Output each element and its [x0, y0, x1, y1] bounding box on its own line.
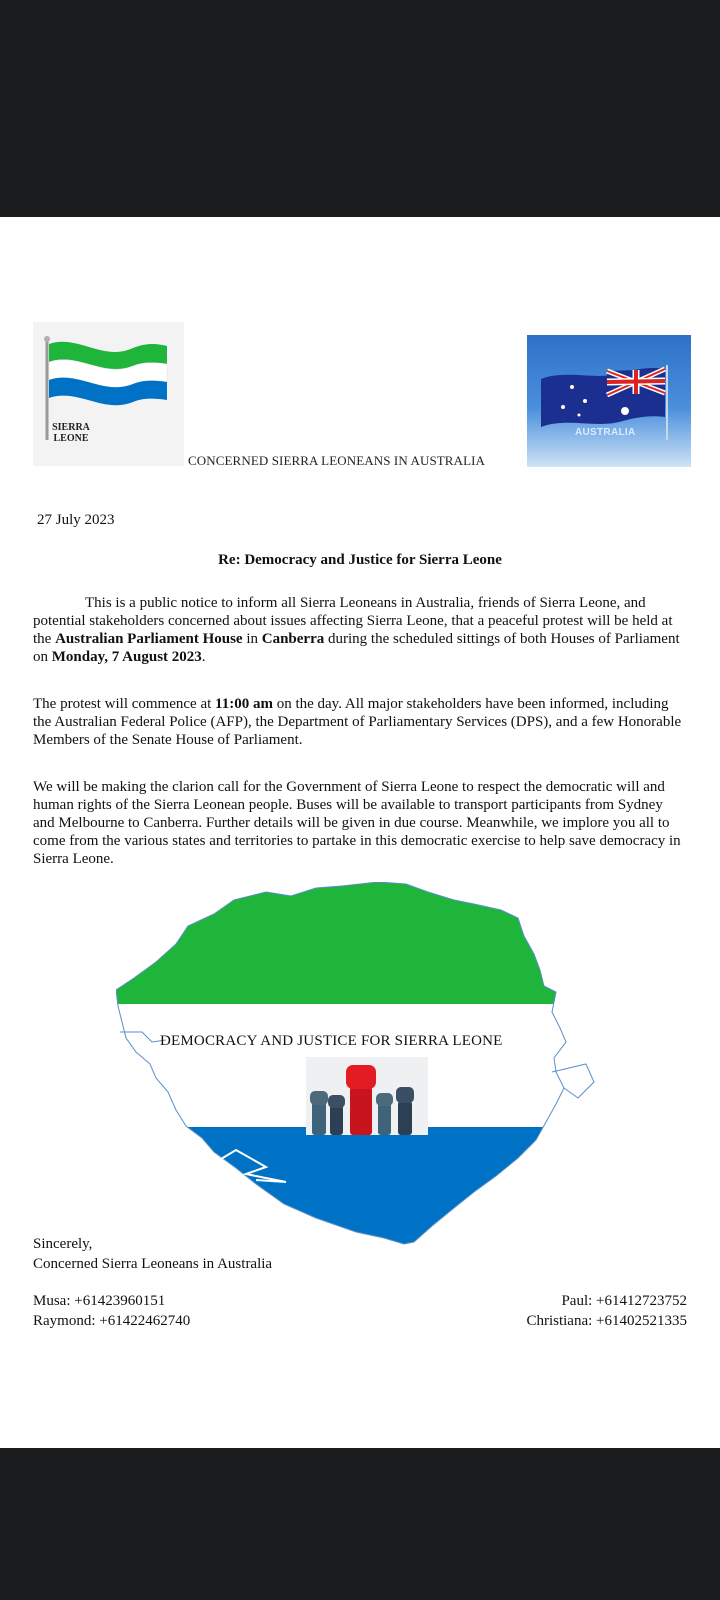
p2-bold-time: 11:00 am	[215, 696, 273, 712]
p1-bold-venue: Australian Parliament House	[55, 631, 243, 647]
closing-signatory: Concerned Sierra Leoneans in Australia	[33, 1256, 273, 1272]
contact-musa: Musa: +61423960151	[33, 1293, 166, 1309]
sierra-leone-label: SIERRA LEONE	[52, 422, 90, 444]
letter-subject: Re: Democracy and Justice for Sierra Leone	[218, 552, 502, 568]
map-caption: DEMOCRACY AND JUSTICE FOR SIERRA LEONE	[160, 1033, 503, 1049]
p1-text-2: in	[242, 631, 262, 647]
p1-text-4: .	[201, 649, 206, 665]
contact-paul: Paul: +61412723752	[561, 1293, 687, 1309]
raised-fists-image	[306, 1057, 428, 1135]
contact-raymond: Raymond: +61422462740	[33, 1313, 191, 1329]
paragraph-3: We will be making the clarion call for the Government of Sierra Leone to respect the democratic will and human rights of the Sierra Leonean people. Buses will be available to transport participants from Sydney and Melbourne to Canberra. Further details will be given in due course. Meanwhile, we implore you all to come from the various states and territories to partake in this democratic exercise to help save democracy in Sierra Leone.	[33, 779, 681, 867]
australia-label: AUSTRALIA	[575, 427, 636, 438]
sierra-leone-flag-image	[33, 322, 184, 466]
paragraph-1	[33, 594, 683, 666]
p2-text-2: on the day. All major stakeholders have been informed, including the Australian Federal Police (AFP), the Department of Parliamentary Services (DPS), and a few Honorable Members of the Senate House of Parliament.	[33, 696, 682, 748]
p2-text-1: The protest will commence at	[33, 696, 216, 712]
paragraph-2	[33, 695, 683, 749]
letter-date: 27 July 2023	[37, 512, 115, 528]
contacts-left	[33, 1291, 190, 1331]
p1-bold-city: Canberra	[261, 631, 325, 647]
australia-flag-image	[527, 335, 691, 467]
p1-bold-date: Monday, 7 August 2023	[51, 649, 202, 665]
organization-heading: CONCERNED SIERRA LEONEANS IN AUSTRALIA	[188, 453, 486, 468]
top-system-bar	[0, 0, 720, 217]
closing-block	[33, 1234, 272, 1274]
closing-salutation: Sincerely,	[33, 1236, 93, 1252]
contact-christiana: Christiana: +61402521335	[526, 1313, 687, 1329]
bottom-navigation-bar	[0, 1448, 720, 1600]
p1-text-3: during the scheduled sittings of both Houses of Parliament on	[33, 631, 680, 665]
p1-text-1: This is a public notice to inform all Sierra Leoneans in Australia, friends of Sierra Leone, and potential stakeholders concerned about issues affecting Sierra Leone, that a peaceful protest will be held at the	[33, 595, 673, 647]
contacts-right	[526, 1291, 687, 1331]
document-page	[0, 217, 720, 1448]
